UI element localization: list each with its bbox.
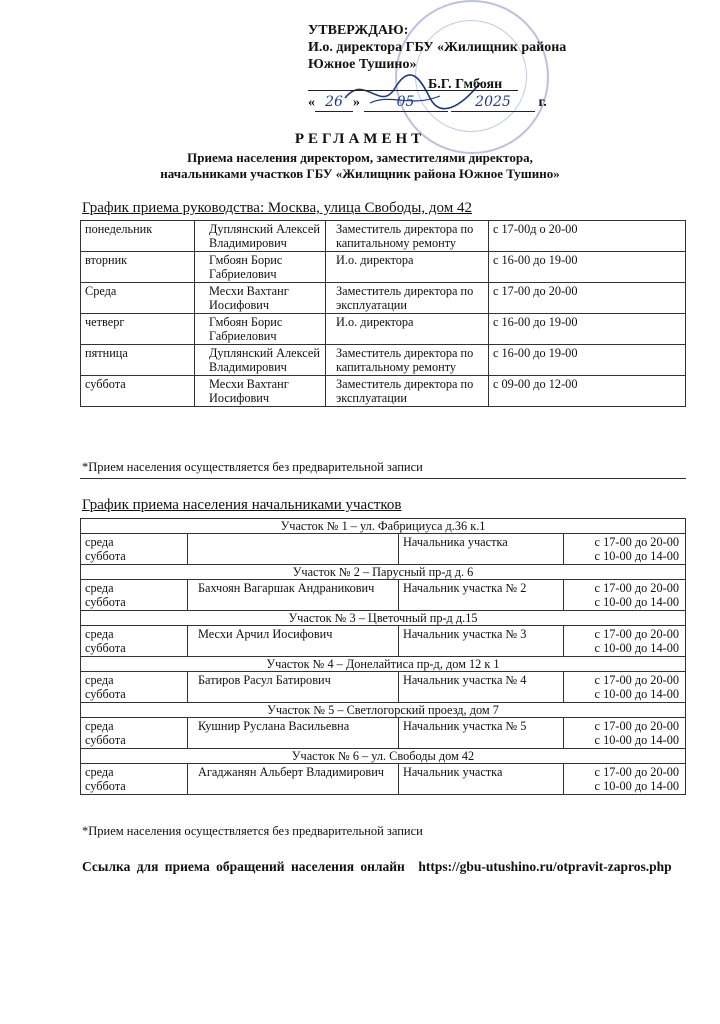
- area-header: Участок № 6 – ул. Свободы дом 42: [81, 749, 686, 764]
- day-cell: суббота: [81, 376, 195, 407]
- name-cell-line: Батиров Расул Батирович: [198, 673, 331, 687]
- title-sub1: Приема населения директором, заместителями директора,: [187, 150, 533, 165]
- online-link-block: [82, 858, 686, 875]
- date-close-quote: »: [353, 95, 360, 110]
- day-cell: пятница: [81, 345, 195, 376]
- area-header-row: [81, 565, 686, 580]
- day-cell: четверг: [81, 314, 195, 345]
- days-cell-line: суббота: [85, 595, 126, 609]
- role-cell: Заместитель директора по эксплуатации: [326, 283, 489, 314]
- name-cell: [188, 534, 399, 565]
- time-cell: [564, 626, 686, 657]
- time-cell-line: с 10-00 до 14-00: [594, 779, 679, 793]
- time-cell-line: с 10-00 до 14-00: [594, 595, 679, 609]
- days-cell: [81, 580, 188, 611]
- name-cell: [188, 764, 399, 795]
- date-month: 05: [364, 94, 448, 112]
- time-cell: с 16-00 до 19-00: [489, 345, 686, 376]
- role-cell-line: Начальник участка № 2: [403, 581, 527, 595]
- title-sub2: начальниками участков ГБУ «Жилищник района Южное Тушино»: [160, 166, 560, 181]
- online-link-url[interactable]: https://gbu-utushino.ru/otpravit-zapros.php: [418, 859, 672, 874]
- area-header: Участок № 3 – Цветочный пр-д д.15: [81, 611, 686, 626]
- table-row: [81, 626, 686, 657]
- name-cell-line: Бахчоян Вагаршак Андраникович: [198, 581, 375, 595]
- time-cell-line: с 17-00 до 20-00: [594, 765, 679, 779]
- date-day: 26: [315, 94, 353, 112]
- table-row: [81, 283, 686, 314]
- table-row: [81, 718, 686, 749]
- days-cell-line: суббота: [85, 779, 126, 793]
- role-cell: [399, 718, 564, 749]
- role-cell: [399, 764, 564, 795]
- leaders-section-title: График приема руководства: Москва, улица Свободы, дом 42: [82, 200, 472, 216]
- name-cell: Месхи Вахтанг Иосифович: [195, 283, 326, 314]
- date-year: 2025: [451, 94, 535, 112]
- document-title: [0, 130, 720, 182]
- name-cell: [188, 580, 399, 611]
- time-cell-line: с 10-00 до 14-00: [594, 733, 679, 747]
- days-cell-line: суббота: [85, 549, 126, 563]
- date-suffix: г.: [538, 95, 547, 110]
- time-cell: с 09-00 до 12-00: [489, 376, 686, 407]
- role-cell: [399, 626, 564, 657]
- time-cell: [564, 672, 686, 703]
- role-cell-line: Начальник участка № 3: [403, 627, 527, 641]
- approval-position-line1: И.о. директора ГБУ «Жилищник района: [308, 40, 567, 55]
- area-header-row: [81, 657, 686, 672]
- areas-schedule-table: [80, 518, 686, 795]
- days-cell-line: среда: [85, 627, 114, 641]
- time-cell-line: с 17-00 до 20-00: [594, 719, 679, 733]
- approval-signer: Б.Г. Гмбоян: [428, 77, 503, 92]
- role-cell: И.о. директора: [326, 252, 489, 283]
- time-cell-line: с 17-00 до 20-00: [594, 673, 679, 687]
- table-row: [81, 221, 686, 252]
- divider: [80, 478, 686, 479]
- role-cell: [399, 534, 564, 565]
- table-row: [81, 314, 686, 345]
- name-cell: Дуплянский Алексей Владимирович: [195, 345, 326, 376]
- days-cell-line: среда: [85, 673, 114, 687]
- days-cell: [81, 534, 188, 565]
- table-row: [81, 764, 686, 795]
- area-header: Участок № 1 – ул. Фабрициуса д.36 к.1: [81, 519, 686, 534]
- time-cell: с 17-00 до 20-00: [489, 283, 686, 314]
- time-cell: с 17-00д о 20-00: [489, 221, 686, 252]
- approval-date: [308, 94, 547, 112]
- approval-block: [308, 22, 638, 110]
- time-cell-line: с 10-00 до 14-00: [594, 549, 679, 563]
- days-cell-line: суббота: [85, 733, 126, 747]
- day-cell: Среда: [81, 283, 195, 314]
- time-cell: [564, 764, 686, 795]
- days-cell-line: среда: [85, 581, 114, 595]
- area-header-row: [81, 611, 686, 626]
- table-row: [81, 252, 686, 283]
- name-cell: Гмбоян Борис Габриелович: [195, 314, 326, 345]
- days-cell: [81, 718, 188, 749]
- title-main: РЕГЛАМЕНТ: [294, 131, 426, 147]
- name-cell: Дуплянский Алексей Владимирович: [195, 221, 326, 252]
- table-row: [81, 580, 686, 611]
- day-cell: вторник: [81, 252, 195, 283]
- leaders-schedule-table: [80, 220, 686, 407]
- role-cell: Заместитель директора по эксплуатации: [326, 376, 489, 407]
- area-header-row: [81, 519, 686, 534]
- approval-position-line2: Южное Тушино»: [308, 57, 417, 72]
- time-cell-line: с 10-00 до 14-00: [594, 641, 679, 655]
- area-header: Участок № 5 – Светлогорский проезд, дом 7: [81, 703, 686, 718]
- name-cell: [188, 672, 399, 703]
- role-cell-line: Начальник участка № 5: [403, 719, 527, 733]
- name-cell: Месхи Вахтанг Иосифович: [195, 376, 326, 407]
- time-cell-line: с 10-00 до 14-00: [594, 687, 679, 701]
- role-cell: [399, 580, 564, 611]
- name-cell: [188, 626, 399, 657]
- days-cell-line: среда: [85, 719, 114, 733]
- online-link-label: Ссылка для приема обращений населения онлайн: [82, 859, 405, 874]
- table-row: [81, 345, 686, 376]
- role-cell-line: Начальника участка: [403, 535, 508, 549]
- area-header-row: [81, 749, 686, 764]
- role-cell-line: Начальник участка № 4: [403, 673, 527, 687]
- areas-note: *Прием населения осуществляется без предварительной записи: [82, 824, 423, 838]
- name-cell-line: Месхи Арчил Иосифович: [198, 627, 333, 641]
- leaders-note: *Прием населения осуществляется без предварительной записи: [82, 460, 423, 474]
- date-open-quote: «: [308, 95, 315, 110]
- time-cell: с 16-00 до 19-00: [489, 314, 686, 345]
- table-row: [81, 672, 686, 703]
- time-cell: [564, 534, 686, 565]
- time-cell: с 16-00 до 19-00: [489, 252, 686, 283]
- role-cell: Заместитель директора по капитальному ремонту: [326, 221, 489, 252]
- time-cell: [564, 718, 686, 749]
- role-cell: И.о. директора: [326, 314, 489, 345]
- day-cell: понедельник: [81, 221, 195, 252]
- time-cell-line: с 17-00 до 20-00: [594, 581, 679, 595]
- days-cell: [81, 764, 188, 795]
- role-cell: [399, 672, 564, 703]
- area-header: Участок № 4 – Донелайтиса пр-д, дом 12 к 1: [81, 657, 686, 672]
- days-cell: [81, 672, 188, 703]
- time-cell-line: с 17-00 до 20-00: [594, 535, 679, 549]
- days-cell-line: суббота: [85, 687, 126, 701]
- days-cell: [81, 626, 188, 657]
- name-cell: Гмбоян Борис Габриелович: [195, 252, 326, 283]
- role-cell: Заместитель директора по капитальному ремонту: [326, 345, 489, 376]
- time-cell: [564, 580, 686, 611]
- days-cell-line: суббота: [85, 641, 126, 655]
- areas-section-title: График приема населения начальниками участков: [82, 497, 402, 513]
- area-header-row: [81, 703, 686, 718]
- table-row: [81, 376, 686, 407]
- role-cell-line: Начальник участка: [403, 765, 503, 779]
- time-cell-line: с 17-00 до 20-00: [594, 627, 679, 641]
- name-cell-line: Агаджанян Альберт Владимирович: [198, 765, 384, 779]
- table-row: [81, 534, 686, 565]
- name-cell: [188, 718, 399, 749]
- days-cell-line: среда: [85, 765, 114, 779]
- name-cell-line: Кушнир Руслана Васильевна: [198, 719, 350, 733]
- area-header: Участок № 2 – Парусный пр-д д. 6: [81, 565, 686, 580]
- approval-heading: УТВЕРЖДАЮ:: [308, 23, 409, 38]
- days-cell-line: среда: [85, 535, 114, 549]
